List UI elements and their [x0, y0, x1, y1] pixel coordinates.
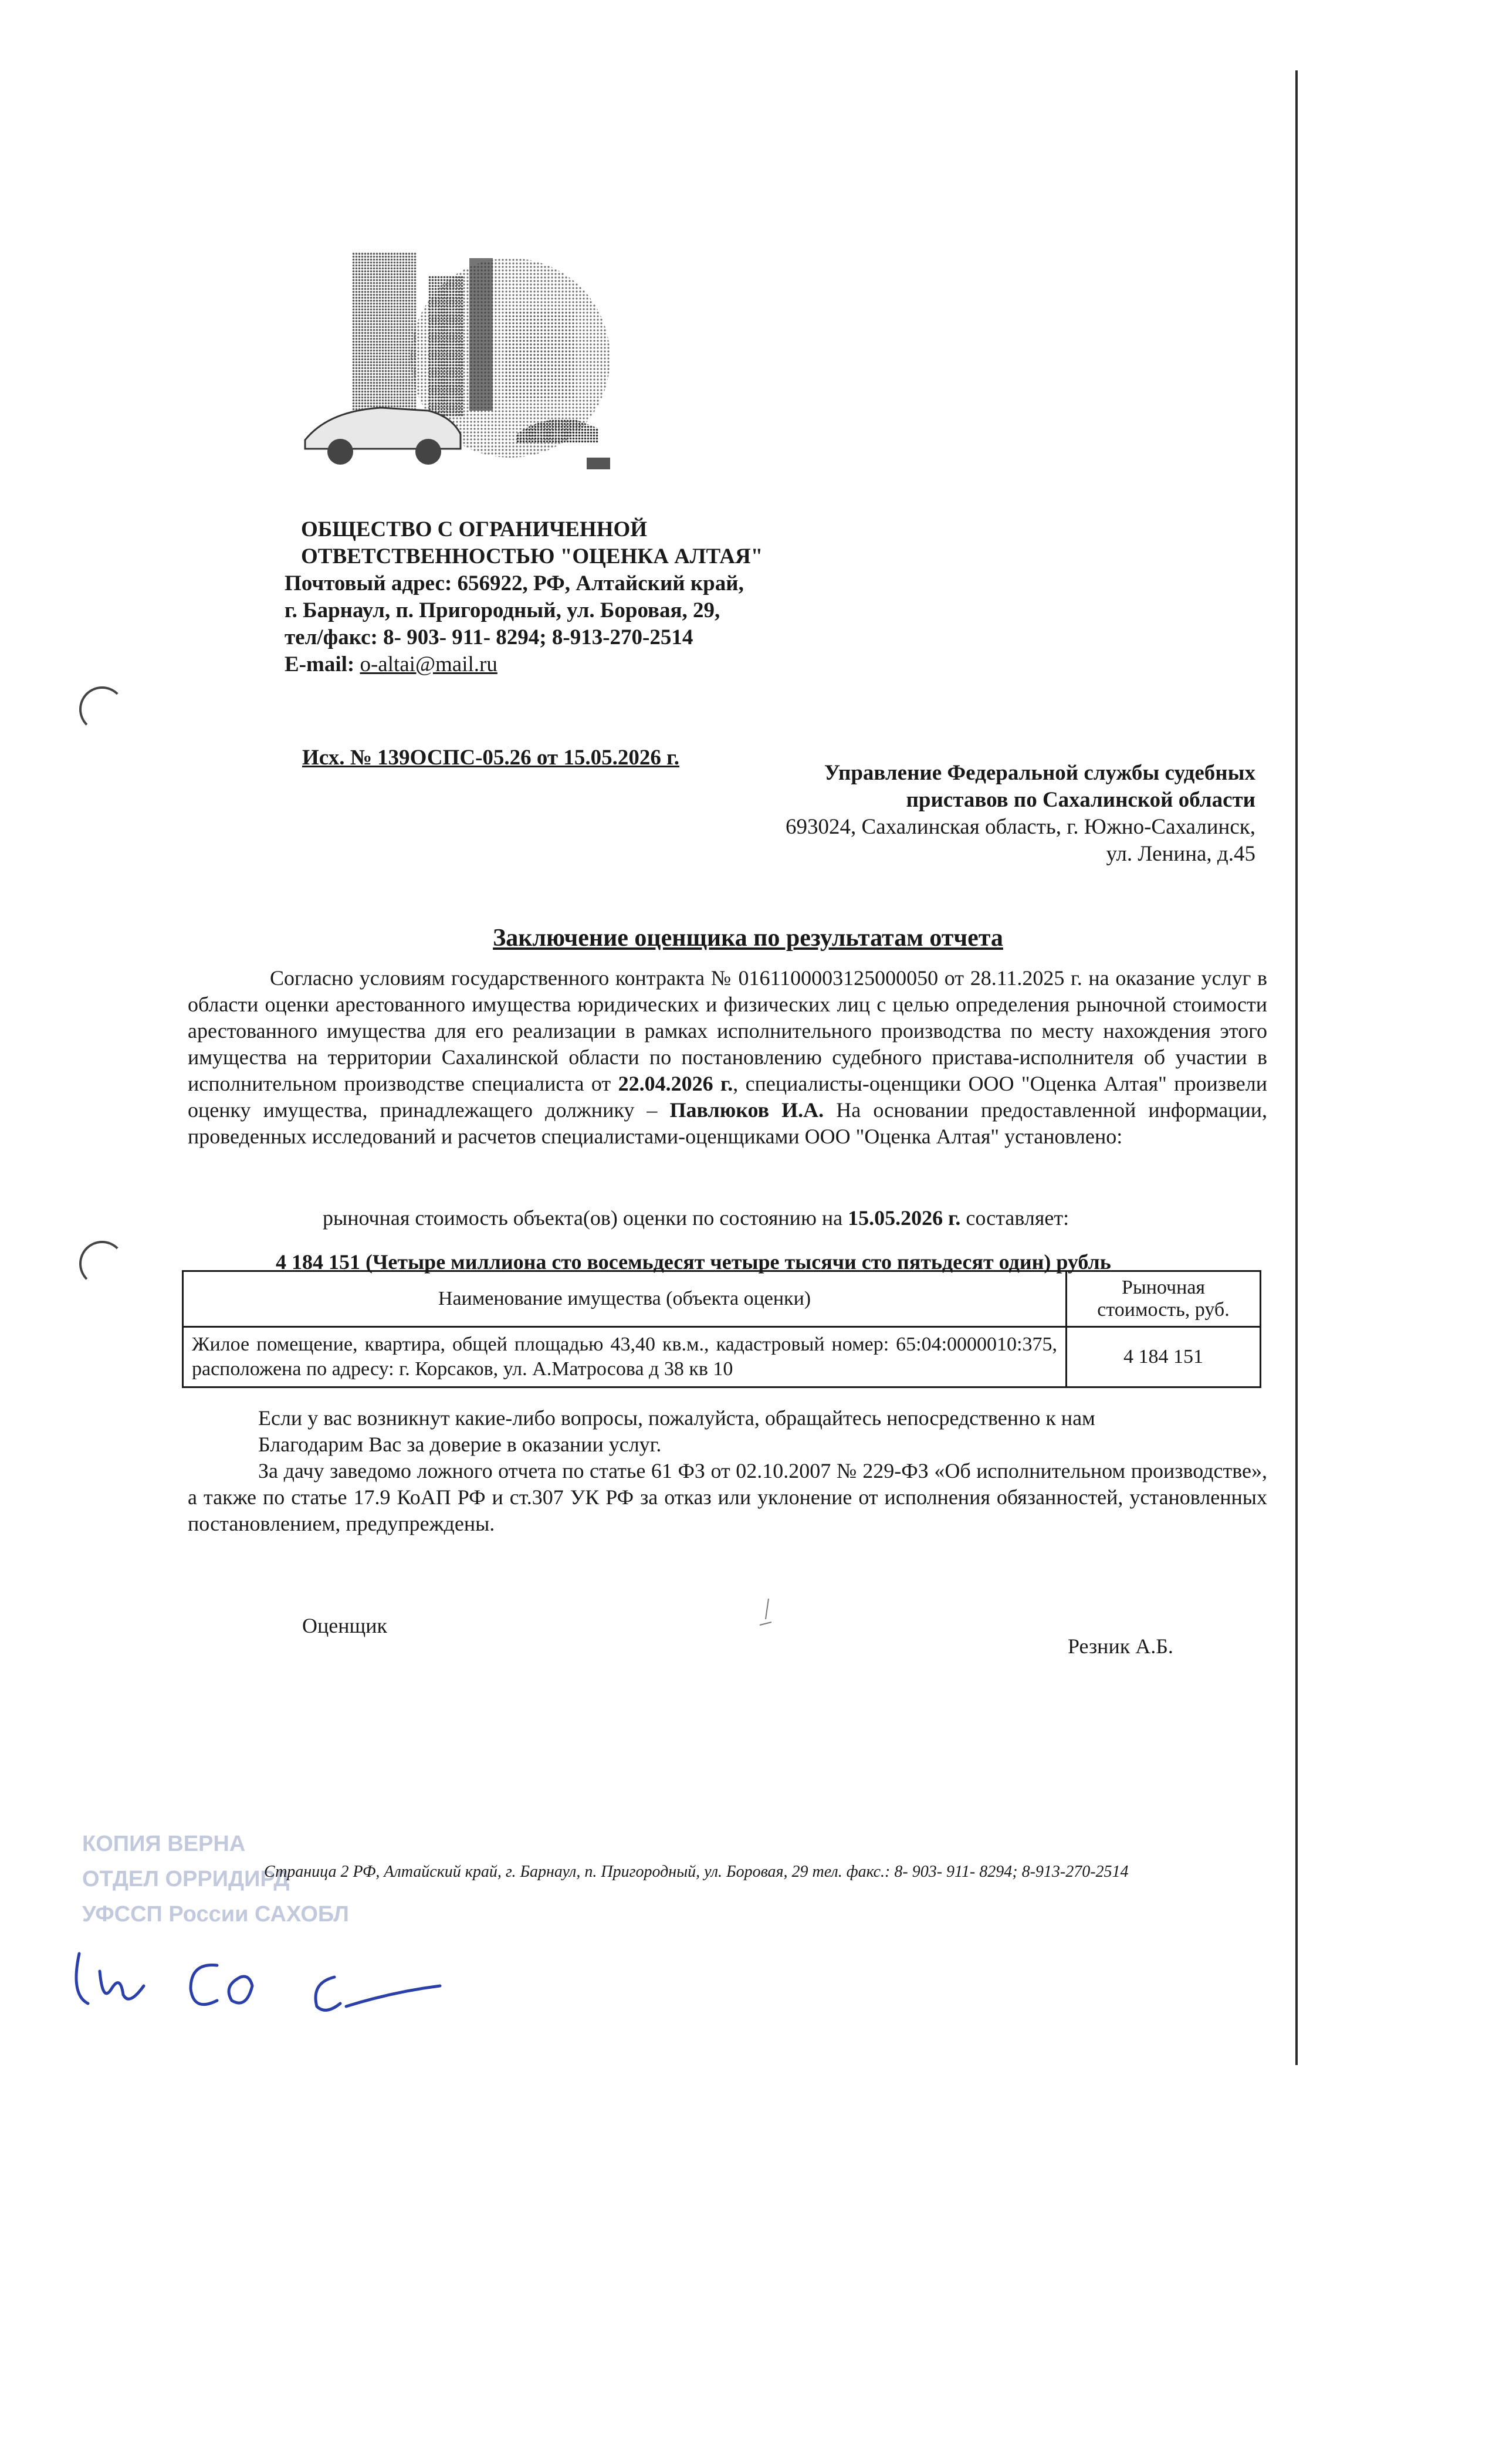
- company-header: [285, 516, 813, 678]
- stamp-line2: ОТДЕЛ ОРРИДИРД: [82, 1867, 290, 1891]
- document-title: Заключение оценщика по результатам отчета: [493, 925, 1003, 952]
- punch-hole-mark: [79, 686, 125, 732]
- recipient-line1: Управление Федеральной службы судебных: [824, 761, 1255, 785]
- company-name-line1: ОБЩЕСТВО С ОГРАНИЧЕННОЙ: [301, 517, 648, 541]
- copy-stamp: [70, 1825, 375, 1942]
- recipient-line4: ул. Ленина, д.45: [1106, 842, 1255, 866]
- table-row: [183, 1327, 1261, 1387]
- closing-questions: Если у вас возникнут какие-либо вопросы, пожалуйста, обращайтесь непосредственно к нам: [258, 1406, 1095, 1430]
- market-value-sum: 4 184 151 (Четыре миллиона сто восемьдесят четыре тысячи сто пятьдесят один) рубль: [276, 1250, 1111, 1274]
- signature-mark-icon: [751, 1596, 786, 1637]
- intro-part3: На основании предоставленной информации, проведенных исследований и расчетов специалистами-оценщиками ООО "Оценка Алтая" установлено:: [188, 1098, 1267, 1148]
- market-value-line: [323, 1206, 1069, 1230]
- signature-name: Резник А.Б.: [1068, 1634, 1173, 1658]
- header-value: Рыночная стоимость, руб.: [1067, 1271, 1261, 1327]
- punch-hole-mark: [79, 1241, 125, 1287]
- market-value-suffix: составляет:: [960, 1206, 1069, 1230]
- email-link[interactable]: o-altai@mail.ru: [360, 652, 497, 676]
- asset-name-cell: Жилое помещение, квартира, общей площадью 43,40 кв.м., кадастровый номер: 65:04:0000010:375, расположена по адресу: г. Корсаков, ул. А.Матросова д 38 кв 10: [183, 1327, 1067, 1387]
- handwritten-signature: [65, 1930, 475, 2030]
- signature-role: Оценщик: [302, 1614, 387, 1637]
- asset-value-cell: 4 184 151: [1067, 1327, 1261, 1387]
- stamp-line3: УФССП России САХОБЛ: [82, 1902, 349, 1927]
- email-label: E-mail:: [285, 652, 360, 676]
- intro-paragraph: [188, 965, 1267, 1150]
- intro-date: 22.04.2026 г.: [618, 1072, 733, 1095]
- market-value-date: 15.05.2026 г.: [848, 1206, 961, 1230]
- company-address-line1: Почтовый адрес: 656922, РФ, Алтайский край,: [285, 571, 744, 595]
- market-value-text: рыночная стоимость объекта(ов) оценки по состоянию на: [323, 1206, 848, 1230]
- intro-debtor: Павлюков И.А.: [669, 1098, 824, 1122]
- company-address-line2: г. Барнаул, п. Пригородный, ул. Боровая, 29,: [285, 598, 720, 622]
- outgoing-number: Исх. № 139ОСПС-05.26 от 15.05.2026 г.: [302, 746, 679, 770]
- closing-block: [188, 1405, 1267, 1537]
- recipient-block: [727, 760, 1255, 868]
- intro-part1: Согласно условиям государственного контракта № 0161100003125000050 от 28.11.2025 г. на оказание услуг в области оценки арестованного имущества юридических и физических лиц с целью определения рыночной стоимости арестованного имущества для его реализации в рамках исполнительного производства по месту нахождения этого имущества на территории Сахалинской области по постановлению судебного пристава-исполнителя об участии в исполнительном производстве специалиста от: [188, 966, 1267, 1095]
- company-name-line2: ОТВЕТСТВЕННОСТЬЮ "ОЦЕНКА АЛТАЯ": [301, 544, 763, 568]
- company-email-row: [285, 651, 813, 678]
- closing-warning: За дачу заведомо ложного отчета по статье 61 ФЗ от 02.10.2007 № 229-ФЗ «Об исполнительном производстве», а также по статье 17.9 КоАП РФ и ст.307 УК РФ за отказ или уклонение от исполнения обязанностей, установленных постановлением, предупреждены.: [188, 1459, 1267, 1535]
- header-name: Наименование имущества (объекта оценки): [183, 1271, 1067, 1327]
- scan-edge-line: [1295, 70, 1298, 2065]
- recipient-line3: 693024, Сахалинская область, г. Южно-Сахалинск,: [786, 815, 1255, 839]
- recipient-line2: приставов по Сахалинской области: [906, 788, 1255, 812]
- page-footer: Страница 2 РФ, Алтайский край, г. Барнаул, п. Пригородный, ул. Боровая, 29 тел. факс.: 8- 903- 911- 8294; 8-913-270-2514: [264, 1863, 1129, 1881]
- table-header-row: [183, 1271, 1261, 1327]
- closing-thanks: Благодарим Вас за доверие в оказании услуг.: [258, 1433, 662, 1456]
- stamp-line1: КОПИЯ ВЕРНА: [82, 1832, 246, 1856]
- company-phone: тел/факс: 8- 903- 911- 8294; 8-913-270-2514: [285, 625, 693, 649]
- intro-part2: , специалисты-оценщики ООО "Оценка Алтая" произвели оценку имущества, принадлежащего должнику –: [188, 1072, 1267, 1122]
- assets-table: [182, 1270, 1261, 1388]
- company-logo: [293, 241, 681, 499]
